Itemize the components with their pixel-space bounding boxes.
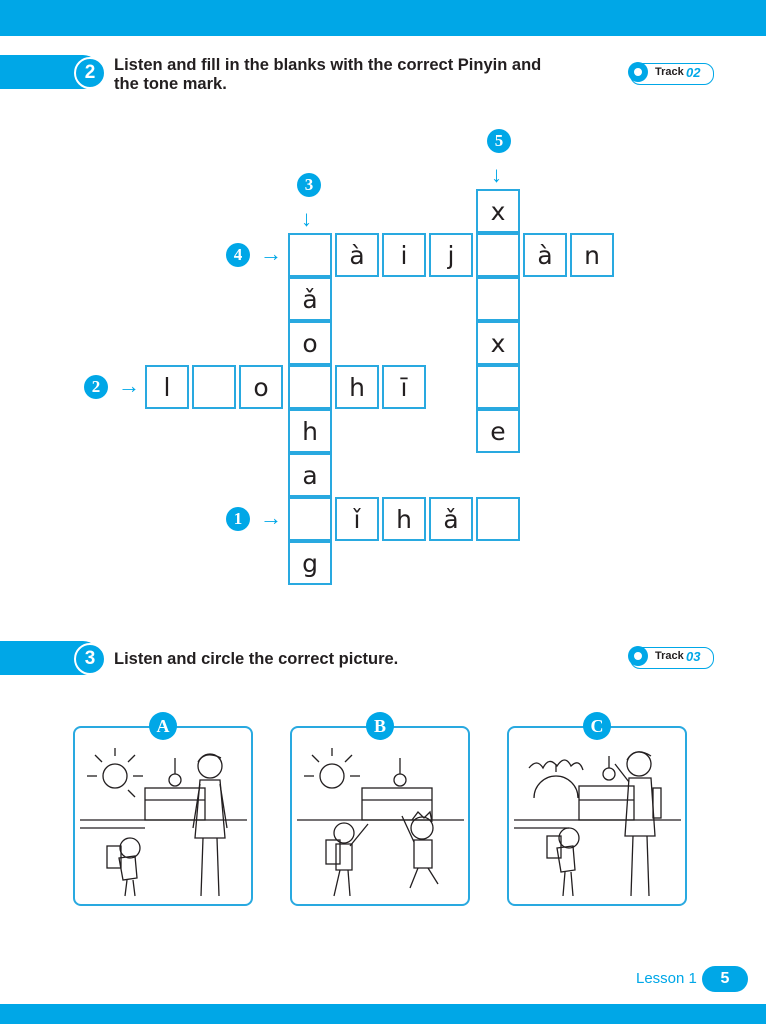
bottom-banner (0, 1004, 766, 1024)
clue-2-marker: 2 (84, 375, 108, 399)
section-3-number: 3 (74, 643, 106, 675)
clue-3-marker: 3 (297, 173, 321, 197)
crossword-cell[interactable]: n (570, 233, 614, 277)
crossword-cell[interactable]: x (476, 321, 520, 365)
arrow-down-icon: ↓ (491, 162, 502, 187)
scene-illustration (292, 728, 468, 904)
section-2-number: 2 (74, 57, 106, 89)
clue-5-marker: 5 (487, 129, 511, 153)
instruction-line-1: Listen and fill in the blanks with the correct Pinyin and (114, 56, 542, 74)
crossword-cell[interactable]: l (145, 365, 189, 409)
crossword-cell[interactable]: h (288, 409, 332, 453)
crossword-cell[interactable]: g (288, 541, 332, 585)
crossword-cell[interactable]: h (335, 365, 379, 409)
crossword-cell[interactable] (288, 365, 332, 409)
lesson-label: Lesson 1 (636, 970, 697, 987)
track-label: Track (655, 650, 684, 662)
crossword-cell[interactable] (288, 233, 332, 277)
crossword-cell[interactable]: a (288, 453, 332, 497)
crossword-cell[interactable] (288, 497, 332, 541)
crossword-cell[interactable]: à (523, 233, 567, 277)
cd-icon (628, 646, 648, 666)
crossword-cell[interactable]: h (382, 497, 426, 541)
clue-4-marker: 4 (226, 243, 250, 267)
crossword-cell[interactable]: ǎ (288, 277, 332, 321)
section-3-instruction: Listen and circle the correct picture. (114, 650, 399, 668)
crossword-cell[interactable]: e (476, 409, 520, 453)
clue-1-marker: 1 (226, 507, 250, 531)
crossword-cell[interactable]: à (335, 233, 379, 277)
arrow-right-icon: → (260, 241, 282, 266)
picture-b-waving-friends[interactable] (290, 726, 470, 906)
crossword-cell[interactable]: o (239, 365, 283, 409)
crossword-cell[interactable]: x (476, 189, 520, 233)
crossword-cell[interactable]: o (288, 321, 332, 365)
picture-c-sunset-greeting[interactable] (507, 726, 687, 906)
track-number: 03 (686, 649, 701, 664)
picture-a-label: A (149, 712, 177, 740)
crossword-cell[interactable] (476, 233, 520, 277)
top-banner (0, 0, 766, 36)
crossword-cell[interactable] (192, 365, 236, 409)
arrow-right-icon: → (118, 373, 140, 398)
page-number: 5 (702, 966, 748, 992)
picture-a-bowing-to-teacher[interactable] (73, 726, 253, 906)
crossword-cell[interactable] (476, 365, 520, 409)
track-label: Track (655, 66, 684, 78)
track-03-button[interactable] (630, 647, 714, 669)
crossword-cell[interactable]: ī (382, 365, 426, 409)
track-02-button[interactable] (630, 63, 714, 85)
arrow-right-icon: → (260, 505, 282, 530)
picture-c-label: C (583, 712, 611, 740)
crossword-cell[interactable]: i (382, 233, 426, 277)
section-2-instruction (114, 56, 541, 94)
cd-icon (628, 62, 648, 82)
crossword-cell[interactable]: ǎ (429, 497, 473, 541)
crossword-cell[interactable] (476, 497, 520, 541)
crossword-cell[interactable]: ǐ (335, 497, 379, 541)
instruction-line-2: the tone mark. (114, 75, 227, 93)
track-number: 02 (686, 65, 701, 80)
scene-illustration (75, 728, 251, 904)
scene-illustration (509, 728, 685, 904)
picture-b-label: B (366, 712, 394, 740)
crossword-cell[interactable] (476, 277, 520, 321)
crossword-cell[interactable]: j (429, 233, 473, 277)
arrow-down-icon: ↓ (301, 206, 312, 231)
